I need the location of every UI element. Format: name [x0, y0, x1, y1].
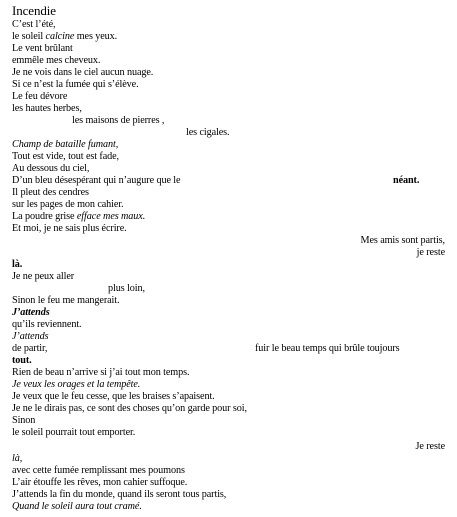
- poem-line: emmêle mes cheveux.: [12, 55, 101, 66]
- poem-line: Si ce n’est la fumée qui s’élève.: [12, 79, 139, 90]
- poem-line: Je veux les orages et la tempête.: [12, 379, 141, 390]
- poem-line: tout.: [12, 355, 32, 366]
- poem-line: Mes amis sont partis,: [360, 235, 445, 246]
- poem-line: fuir le beau temps qui brûle toujours: [255, 343, 400, 354]
- poem-line-emphasis: néant.: [393, 175, 420, 186]
- poem-title: Incendie: [12, 3, 56, 18]
- poem-line: L’air étouffe les rêves, mon cahier suffoque.: [12, 477, 188, 488]
- poem-line: Le feu dévore: [12, 91, 68, 102]
- poem-emphasis: efface mes maux.: [76, 211, 146, 222]
- poem-line: Tout est vide, tout est fade,: [12, 151, 120, 162]
- poem-line: [12, 211, 145, 223]
- poem-line: sur les pages de mon cahier.: [12, 199, 124, 210]
- poem-text: La poudre grise: [12, 211, 77, 222]
- poem-text: le soleil: [12, 31, 46, 42]
- poem-line: Je ne vois dans le ciel aucun nuage.: [12, 67, 154, 78]
- poem-line: [12, 31, 117, 43]
- poem-line: J’attends: [12, 307, 50, 318]
- poem-line: je reste: [416, 247, 445, 258]
- poem-line: Je veux que le feu cesse, que les braises s’apaisent.: [12, 391, 215, 402]
- poem-line: J’attends: [12, 331, 49, 342]
- poem-emphasis: calcine: [45, 31, 75, 42]
- poem-line: avec cette fumée remplissant mes poumons: [12, 465, 185, 476]
- poem-line: Sinon: [12, 415, 36, 426]
- poem-text: mes yeux.: [74, 31, 118, 42]
- poem-line: Et moi, je ne sais plus écrire.: [12, 223, 127, 234]
- poem-line: Champ de bataille fumant,: [12, 139, 119, 150]
- poem-line: le soleil pourrait tout emporter.: [12, 427, 136, 438]
- poem-line: Je reste: [415, 441, 445, 452]
- poem-line: qu’ils reviennent.: [12, 319, 82, 330]
- poem-line: les hautes herbes,: [12, 103, 82, 114]
- poem-line: Il pleut des cendres: [12, 187, 89, 198]
- poem-line: Je ne le dirais pas, ce sont des choses qu’on garde pour soi,: [12, 403, 247, 414]
- poem-line: Sinon le feu me mangerait.: [12, 295, 120, 306]
- poem-line: J’attends la fin du monde, quand ils seront tous partis,: [12, 489, 227, 500]
- poem-line: les cigales.: [186, 127, 230, 138]
- poem-line: Le vent brûlant: [12, 43, 73, 54]
- poem-line: Quand le soleil aura tout cramé.: [12, 501, 142, 512]
- poem-line: de partir,: [12, 343, 48, 354]
- poem-line: D’un bleu désespérant qui n’augure que le: [12, 175, 181, 186]
- poem-line: les maisons de pierres ,: [72, 115, 165, 126]
- poem-line: Je ne peux aller: [12, 271, 75, 282]
- poem-line: C’est l’été,: [12, 19, 56, 30]
- poem-line: Au dessous du ciel,: [12, 163, 90, 174]
- poem-line: Rien de beau n’arrive si j’ai tout mon temps.: [12, 367, 190, 378]
- poem-line: là.: [12, 259, 23, 270]
- poem-line: là,: [12, 453, 23, 464]
- poem-line: plus loin,: [108, 283, 145, 294]
